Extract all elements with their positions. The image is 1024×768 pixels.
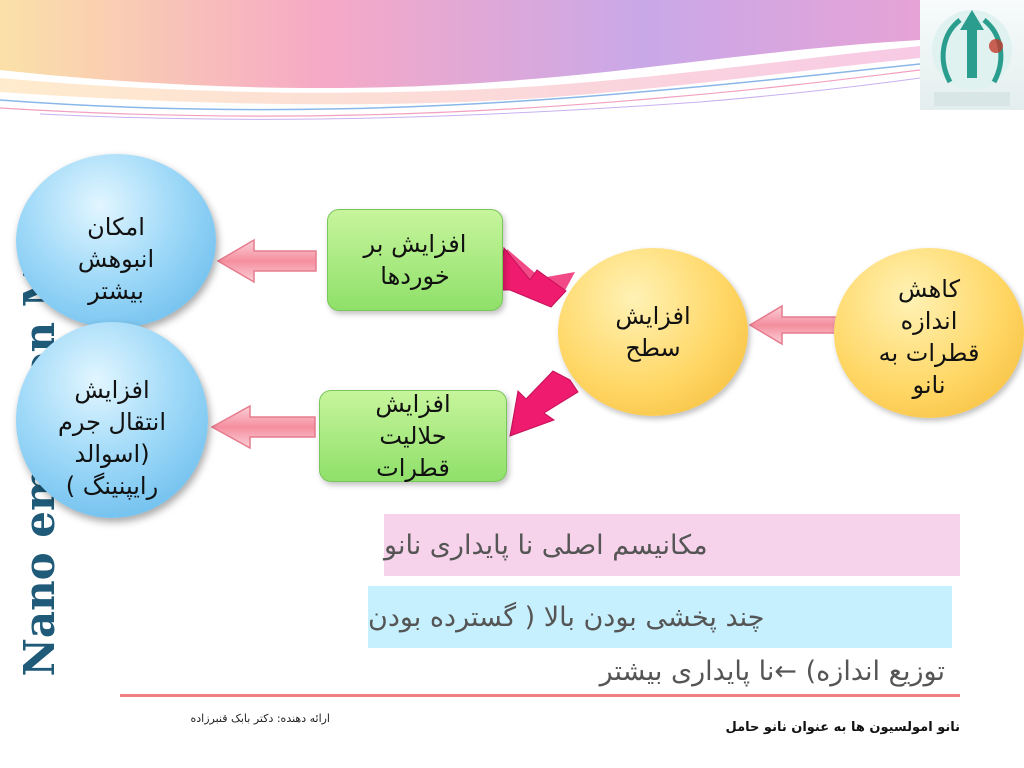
footer-presenter: ارائه دهنده: دکتر بابک قنبرزاده xyxy=(190,712,330,725)
node-mass-transfer-label: افزایش انتقال جرم (اسوالد رایپنینگ ) xyxy=(57,376,167,500)
arrow-reduce-to-surface xyxy=(750,306,838,344)
node-surface xyxy=(558,248,748,416)
mechanism-band-pink xyxy=(384,514,960,576)
node-collisions xyxy=(327,209,503,311)
node-reduce-size xyxy=(834,248,1024,418)
node-solubility-label: افزایش حلالیت قطرات xyxy=(375,390,451,482)
mechanism-line3: توزیع اندازه) ←نا پایداری بیشتر xyxy=(599,656,945,687)
node-emulsify-label: امکان انبوهش بیشتر xyxy=(77,213,155,305)
arrow-solubility-to-mass-transfer xyxy=(212,406,315,448)
mechanism-line2: چند پخشی بودن بالا ( گسترده بودن xyxy=(368,601,765,633)
mechanism-line1: مکانیسم اصلی نا پایداری نانو xyxy=(384,529,708,561)
node-reduce-size-label: کاهش اندازه قطرات به نانو xyxy=(878,275,980,399)
arrow-surface-to-collisions xyxy=(498,248,575,307)
node-collisions-label: افزایش بر خوردها xyxy=(363,230,467,290)
node-emulsify xyxy=(16,154,216,328)
node-surface-label: افزایش سطح xyxy=(615,302,691,362)
footer-topic: نانو امولسیون ها به عنوان نانو حامل xyxy=(725,720,960,735)
node-solubility xyxy=(319,390,507,482)
mechanism-band-cyan xyxy=(368,586,952,648)
arrow-surface-to-solubility xyxy=(510,371,578,436)
arrow-collisions-to-emulsify xyxy=(218,240,316,282)
footer-divider xyxy=(120,694,960,697)
node-mass-transfer xyxy=(16,322,208,518)
